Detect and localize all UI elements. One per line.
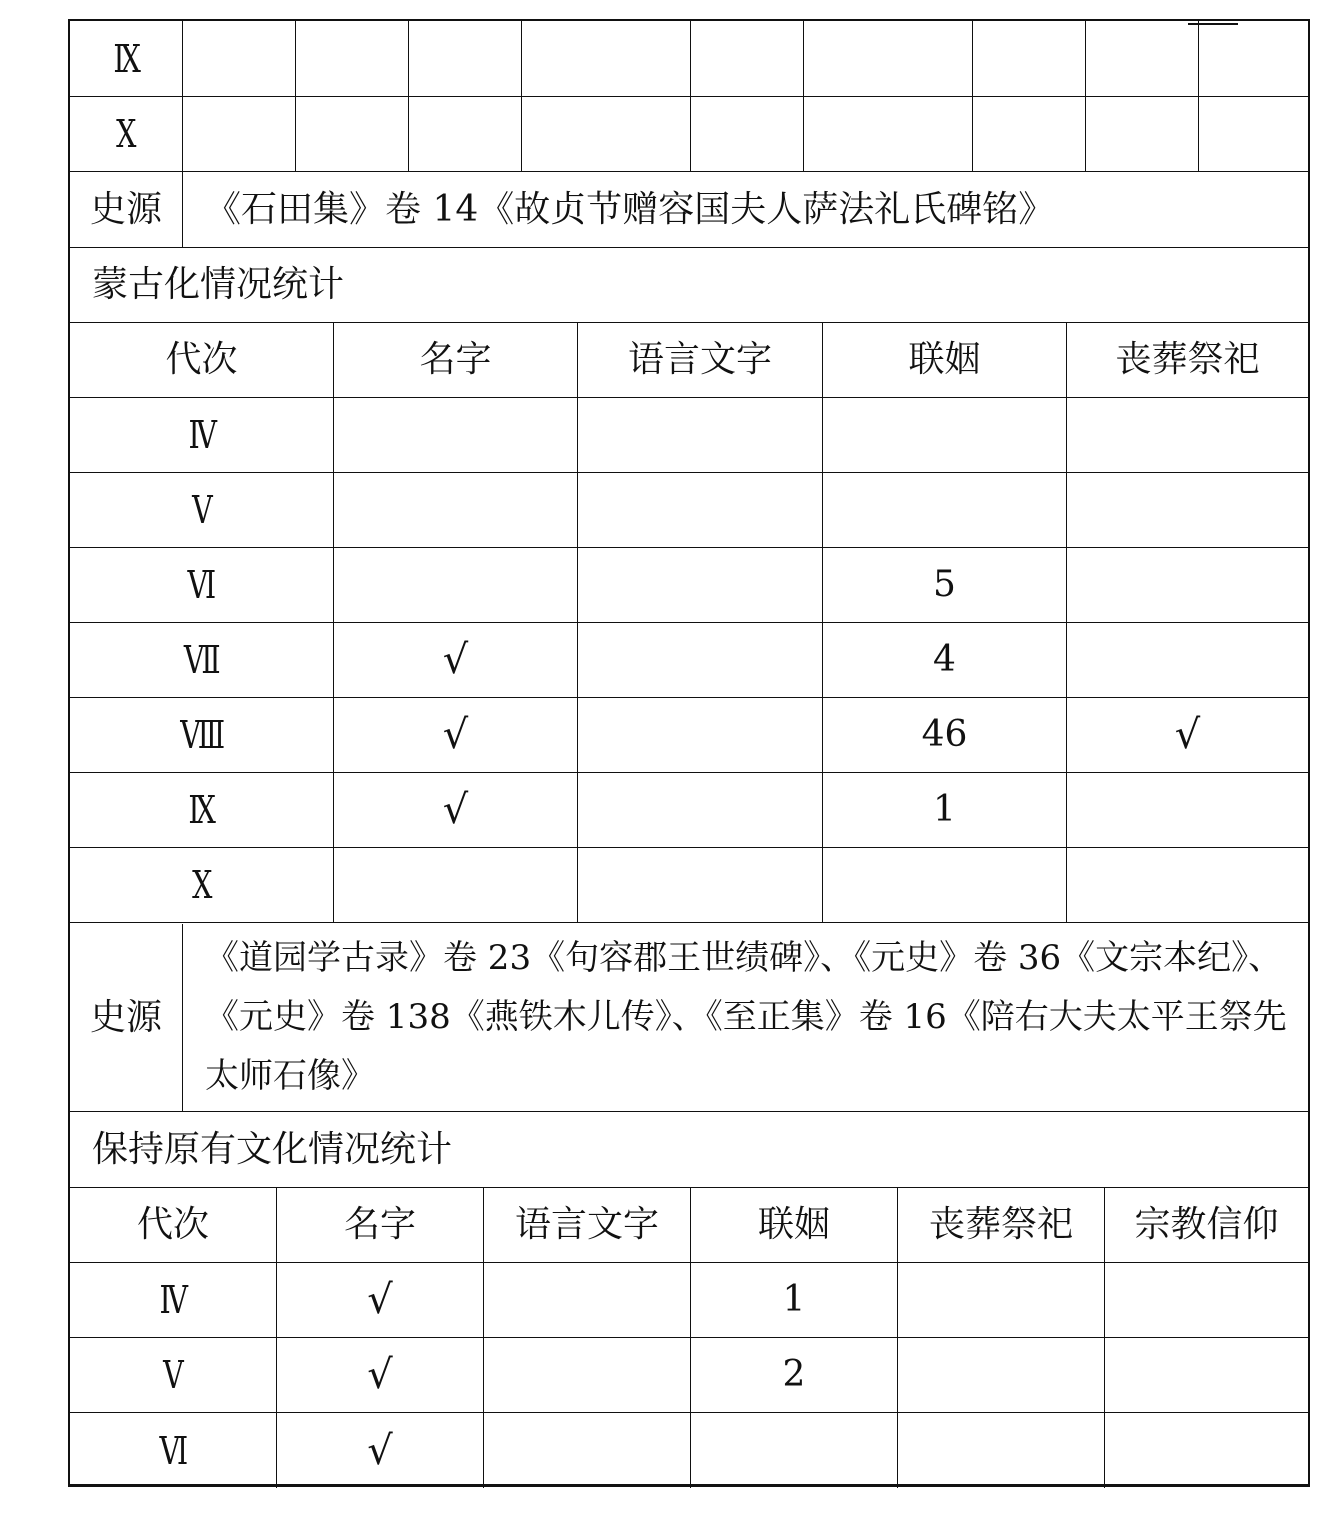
header-name: 名字 — [277, 1188, 484, 1263]
statistics-table — [68, 19, 1310, 1487]
top-grid — [70, 21, 1308, 172]
table-cell-language — [484, 1413, 691, 1488]
original-culture-table — [70, 1188, 1308, 1487]
table-cell-gen: Ⅴ — [70, 1338, 277, 1413]
table-cell-language — [578, 398, 823, 473]
table-cell-funeral: √ — [1067, 698, 1308, 773]
table-cell-marriage: 2 — [691, 1338, 898, 1413]
table-cell-marriage — [691, 1413, 898, 1488]
header-generation: 代次 — [70, 1188, 277, 1263]
header-funeral: 丧葬祭祀 — [898, 1188, 1105, 1263]
table-cell-marriage — [823, 848, 1067, 923]
table-cell — [1199, 97, 1308, 172]
table-cell — [183, 21, 296, 97]
table-cell-gen: Ⅹ — [70, 848, 334, 923]
table-cell-funeral — [898, 1338, 1105, 1413]
table-cell-marriage: 5 — [823, 548, 1067, 623]
table-cell-funeral — [1067, 548, 1308, 623]
source-text: 《道园学古录》卷 23《句容郡王世绩碑》、《元史》卷 36《文宗本纪》、《元史》卷 138《燕铁木儿传》、《至正集》卷 16《陪右大夫太平王祭先太师石像》 — [183, 924, 1308, 1112]
table-cell-gen: Ⅸ — [70, 773, 334, 848]
table-cell-marriage — [823, 398, 1067, 473]
table-cell-funeral — [1067, 623, 1308, 698]
table-cell — [522, 21, 691, 97]
table-cell-gen: Ⅴ — [70, 473, 334, 548]
table-cell-language — [484, 1338, 691, 1413]
table-cell-language — [578, 473, 823, 548]
table-cell-funeral — [1067, 773, 1308, 848]
table-cell-religion — [1105, 1338, 1308, 1413]
table-cell-name: √ — [277, 1413, 484, 1488]
table-cell — [691, 97, 804, 172]
table-cell — [1086, 21, 1199, 97]
header-religion: 宗教信仰 — [1105, 1188, 1308, 1263]
header-generation: 代次 — [70, 323, 334, 398]
top-grid-gen-cell: Ⅸ — [70, 21, 183, 97]
section-title: 保持原有文化情况统计 — [70, 1112, 1308, 1188]
source-label: 史源 — [70, 172, 183, 248]
table-cell-funeral — [898, 1413, 1105, 1488]
table-cell — [691, 21, 804, 97]
table-cell-marriage: 46 — [823, 698, 1067, 773]
source-text: 《石田集》卷 14《故贞节赠容国夫人萨法礼氏碑铭》 — [183, 172, 1308, 248]
top-grid-gen-cell: Ⅹ — [70, 97, 183, 172]
table-cell-marriage — [823, 473, 1067, 548]
original-culture-title-row — [70, 1112, 1308, 1188]
table-cell-funeral — [1067, 473, 1308, 548]
table-cell-funeral — [1067, 848, 1308, 923]
source-row-2 — [70, 924, 1308, 1112]
source-row-1 — [70, 172, 1308, 248]
table-cell — [522, 97, 691, 172]
header-funeral: 丧葬祭祀 — [1067, 323, 1308, 398]
table-cell-name: √ — [277, 1338, 484, 1413]
table-cell-gen: Ⅶ — [70, 623, 334, 698]
table-cell — [296, 97, 409, 172]
header-language: 语言文字 — [578, 323, 823, 398]
table-cell-language — [578, 773, 823, 848]
table-cell-funeral — [1067, 398, 1308, 473]
table-cell-gen: Ⅵ — [70, 1413, 277, 1488]
table-cell — [973, 21, 1086, 97]
table-cell-marriage: 1 — [691, 1263, 898, 1338]
table-cell — [804, 97, 973, 172]
table-cell-language — [578, 848, 823, 923]
header-name: 名字 — [334, 323, 578, 398]
table-cell-gen: Ⅳ — [70, 398, 334, 473]
table-cell-name: √ — [277, 1263, 484, 1338]
table-cell-funeral — [898, 1263, 1105, 1338]
table-cell-marriage: 4 — [823, 623, 1067, 698]
table-cell — [1199, 21, 1308, 97]
table-cell-name: √ — [334, 623, 578, 698]
source-label: 史源 — [70, 924, 183, 1112]
table-cell-religion — [1105, 1413, 1308, 1488]
mongolization-table — [70, 323, 1308, 924]
table-cell-name — [334, 398, 578, 473]
table-cell-name — [334, 473, 578, 548]
table-cell — [296, 21, 409, 97]
table-cell-gen: Ⅳ — [70, 1263, 277, 1338]
header-marriage: 联姻 — [691, 1188, 898, 1263]
table-cell-name: √ — [334, 773, 578, 848]
table-cell — [804, 21, 973, 97]
table-cell-name: √ — [334, 698, 578, 773]
table-cell-gen: Ⅵ — [70, 548, 334, 623]
table-cell-language — [484, 1263, 691, 1338]
mongolization-title-row — [70, 248, 1308, 323]
header-marriage: 联姻 — [823, 323, 1067, 398]
table-cell-language — [578, 698, 823, 773]
table-cell — [409, 97, 522, 172]
table-cell-marriage: 1 — [823, 773, 1067, 848]
table-cell-language — [578, 623, 823, 698]
table-cell — [973, 97, 1086, 172]
table-cell-gen: Ⅷ — [70, 698, 334, 773]
table-cell-language — [578, 548, 823, 623]
table-cell — [1086, 97, 1199, 172]
header-language: 语言文字 — [484, 1188, 691, 1263]
table-cell-name — [334, 848, 578, 923]
section-title: 蒙古化情况统计 — [70, 248, 1308, 323]
table-cell — [409, 21, 522, 97]
table-cell-religion — [1105, 1263, 1308, 1338]
table-cell-name — [334, 548, 578, 623]
table-cell — [183, 97, 296, 172]
